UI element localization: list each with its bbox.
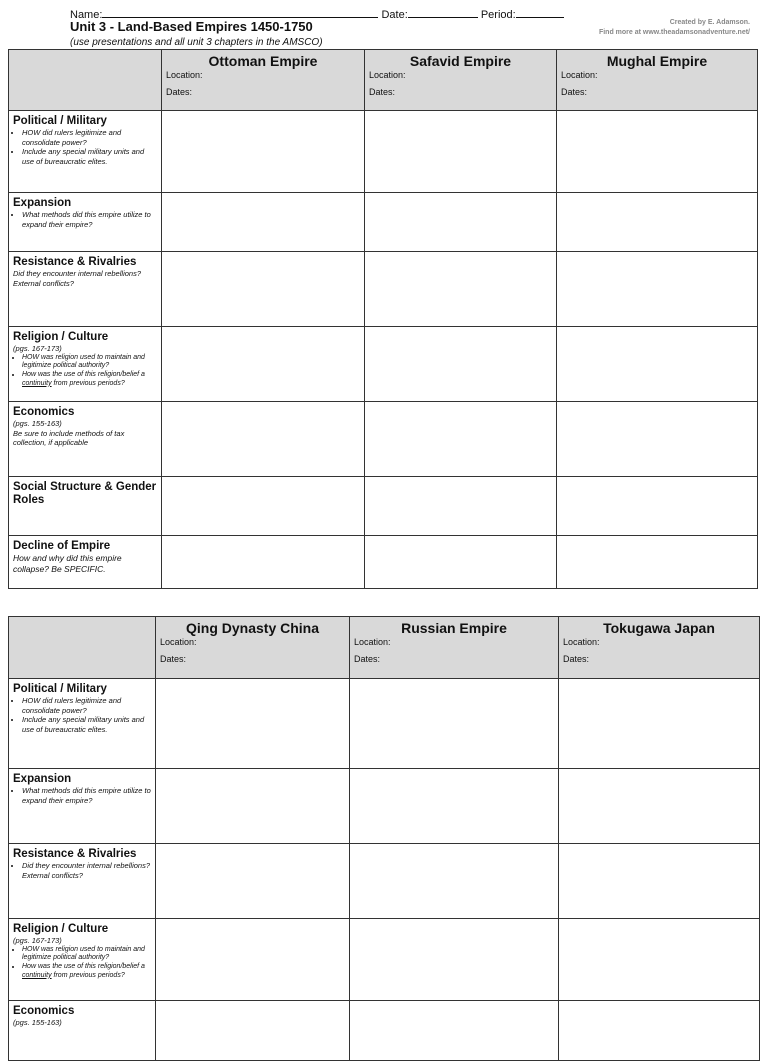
dates-label: Dates: — [166, 87, 193, 97]
corner-cell — [9, 50, 162, 111]
table-header-row — [9, 50, 758, 111]
answer-cell[interactable] — [557, 536, 758, 589]
location-label: Location: — [563, 637, 600, 647]
credit-line-2: Find more at www.theadamsonadventure.net/ — [598, 29, 750, 36]
row-header-economics — [9, 1001, 156, 1061]
page-reference: (pgs. 155-163) — [13, 1018, 62, 1027]
prompt-text: How was the use of this religion/belief a — [22, 962, 145, 970]
empire-name: Safavid Empire — [409, 53, 512, 69]
row-prompts — [13, 354, 157, 389]
answer-cell[interactable] — [350, 844, 559, 919]
continuity-term: continuity — [22, 379, 52, 387]
answer-cell[interactable] — [365, 477, 557, 536]
row-title: Resistance & Rivalries — [13, 848, 137, 860]
table-row-economics — [9, 402, 758, 477]
answer-cell[interactable] — [162, 193, 365, 252]
credit-line-1: Created by E. Adamson. — [669, 19, 750, 26]
prompt-item: • What methods did this empire utilize to expand their empire? — [22, 786, 151, 805]
answer-cell[interactable] — [365, 193, 557, 252]
answer-cell[interactable] — [559, 769, 760, 844]
period-label: Period: — [480, 9, 516, 21]
empire-header-mughal — [557, 50, 758, 111]
answer-cell[interactable] — [162, 327, 365, 402]
row-note: Did they encounter internal rebellions? External conflicts? — [13, 269, 141, 288]
table-row-social — [9, 477, 758, 536]
prompt-item — [22, 371, 157, 388]
row-title: Political / Military — [13, 115, 107, 127]
prompt-item: • HOW did rulers legitimize and consolidate power? — [22, 128, 157, 147]
empire-header-tokugawa — [559, 617, 760, 679]
answer-cell[interactable] — [559, 919, 760, 1001]
answer-cell[interactable] — [557, 327, 758, 402]
answer-cell[interactable] — [156, 679, 350, 769]
prompt-text: How was the use of this religion/belief a — [22, 370, 145, 378]
table-row-political — [9, 111, 758, 193]
answer-cell[interactable] — [350, 769, 559, 844]
row-header-social — [9, 477, 162, 536]
location-label: Location: — [160, 637, 197, 647]
answer-cell[interactable] — [162, 402, 365, 477]
worksheet-title: Unit 3 - Land-Based Empires 1450-1750 — [70, 19, 313, 34]
prompt-item: • HOW was religion used to maintain and legitimize political authority? — [22, 946, 151, 963]
table-row-expansion — [9, 769, 760, 844]
dates-label: Dates: — [563, 654, 590, 664]
row-title: Social Structure & Gender Roles — [13, 481, 157, 506]
answer-cell[interactable] — [559, 679, 760, 769]
empires-table-2 — [8, 616, 760, 1061]
table-row-resistance — [9, 844, 760, 919]
row-prompts — [13, 786, 151, 805]
dates-label: Dates: — [354, 654, 381, 664]
answer-cell[interactable] — [365, 402, 557, 477]
row-note: How and why did this empire collapse? Be SPECIFIC. — [13, 553, 122, 574]
answer-cell[interactable] — [162, 536, 365, 589]
table-header-row — [9, 617, 760, 679]
row-header-religion — [9, 919, 156, 1001]
answer-cell[interactable] — [156, 1001, 350, 1061]
row-prompts — [13, 210, 157, 229]
page-reference: (pgs. 155-163) — [13, 419, 62, 428]
row-header-expansion — [9, 193, 162, 252]
worksheet-header — [0, 0, 768, 50]
row-title: Resistance & Rivalries — [13, 256, 137, 268]
row-header-economics — [9, 402, 162, 477]
answer-cell[interactable] — [350, 1001, 559, 1061]
answer-cell[interactable] — [365, 327, 557, 402]
page-reference: (pgs. 167-173) — [13, 344, 62, 353]
table-row-religion — [9, 919, 760, 1001]
row-title: Economics — [13, 1005, 75, 1017]
prompt-item: • Did they encounter internal rebellions? External conflicts? — [22, 861, 151, 880]
row-header-political — [9, 111, 162, 193]
worksheet-subtitle: (use presentations and all unit 3 chapters in the AMSCO) — [70, 37, 323, 48]
answer-cell[interactable] — [350, 679, 559, 769]
prompt-item: • HOW did rulers legitimize and consolidate power? — [22, 696, 151, 715]
row-header-resistance — [9, 844, 156, 919]
table-row-resistance — [9, 252, 758, 327]
answer-cell[interactable] — [365, 111, 557, 193]
row-title: Political / Military — [13, 683, 107, 695]
row-prompts — [13, 696, 151, 734]
period-blank[interactable] — [516, 6, 564, 18]
row-note: Be sure to include methods of tax collection, if applicable — [13, 428, 125, 447]
answer-cell[interactable] — [350, 919, 559, 1001]
answer-cell[interactable] — [557, 193, 758, 252]
answer-cell[interactable] — [557, 477, 758, 536]
answer-cell[interactable] — [156, 919, 350, 1001]
page-reference: (pgs. 167-173) — [13, 936, 62, 945]
date-blank[interactable] — [408, 6, 478, 18]
row-title: Decline of Empire — [13, 540, 111, 552]
dates-label: Dates: — [369, 87, 396, 97]
prompt-item: • What methods did this empire utilize to expand their empire? — [22, 210, 157, 229]
answer-cell[interactable] — [156, 844, 350, 919]
credit-note — [599, 18, 750, 38]
name-blank[interactable] — [102, 6, 378, 18]
empire-name: Ottoman Empire — [208, 53, 318, 69]
row-title: Economics — [13, 406, 75, 418]
answer-cell[interactable] — [559, 844, 760, 919]
answer-cell[interactable] — [557, 111, 758, 193]
table-row-decline — [9, 536, 758, 589]
table-row-religion — [9, 327, 758, 402]
row-header-religion — [9, 327, 162, 402]
prompt-text: from previous periods? — [51, 379, 125, 387]
empire-name: Qing Dynasty China — [185, 620, 320, 636]
row-header-political — [9, 679, 156, 769]
row-title: Expansion — [13, 773, 72, 785]
location-label: Location: — [369, 70, 406, 80]
prompt-item — [22, 963, 151, 980]
row-prompts — [13, 946, 151, 981]
empire-header-ottoman — [162, 50, 365, 111]
empires-table-1 — [8, 49, 758, 589]
answer-cell[interactable] — [162, 477, 365, 536]
empire-name: Russian Empire — [401, 620, 507, 636]
continuity-term: continuity — [22, 971, 52, 979]
answer-cell[interactable] — [557, 402, 758, 477]
prompt-item: • Include any special military units and use of bureaucratic elites. — [22, 147, 157, 166]
empire-name: Mughal Empire — [606, 53, 708, 69]
answer-cell[interactable] — [559, 1001, 760, 1061]
empire-header-safavid — [365, 50, 557, 111]
row-prompts — [13, 128, 157, 166]
empire-name: Tokugawa Japan — [603, 620, 715, 636]
dates-label: Dates: — [561, 87, 588, 97]
prompt-item: • HOW was religion used to maintain and legitimize political authority? — [22, 354, 157, 371]
answer-cell[interactable] — [365, 536, 557, 589]
row-header-expansion — [9, 769, 156, 844]
row-prompts — [13, 861, 151, 880]
prompt-item: • Include any special military units and use of bureaucratic elites. — [22, 715, 151, 734]
name-label: Name: — [70, 9, 103, 21]
table-row-political — [9, 679, 760, 769]
row-header-decline — [9, 536, 162, 589]
corner-cell — [9, 617, 156, 679]
dates-label: Dates: — [160, 654, 187, 664]
table-row-expansion — [9, 193, 758, 252]
answer-cell[interactable] — [162, 111, 365, 193]
answer-cell[interactable] — [162, 252, 365, 327]
location-label: Location: — [354, 637, 391, 647]
table-row-economics — [9, 1001, 760, 1061]
row-title: Religion / Culture — [13, 331, 109, 343]
row-header-resistance — [9, 252, 162, 327]
answer-cell[interactable] — [365, 252, 557, 327]
location-label: Location: — [561, 70, 598, 80]
answer-cell[interactable] — [557, 252, 758, 327]
prompt-text: from previous periods? — [51, 971, 125, 979]
empire-header-qing — [156, 617, 350, 679]
date-label: Date: — [381, 9, 408, 21]
location-label: Location: — [166, 70, 203, 80]
row-title: Expansion — [13, 197, 72, 209]
empire-header-russian — [350, 617, 559, 679]
answer-cell[interactable] — [156, 769, 350, 844]
row-title: Religion / Culture — [13, 923, 109, 935]
